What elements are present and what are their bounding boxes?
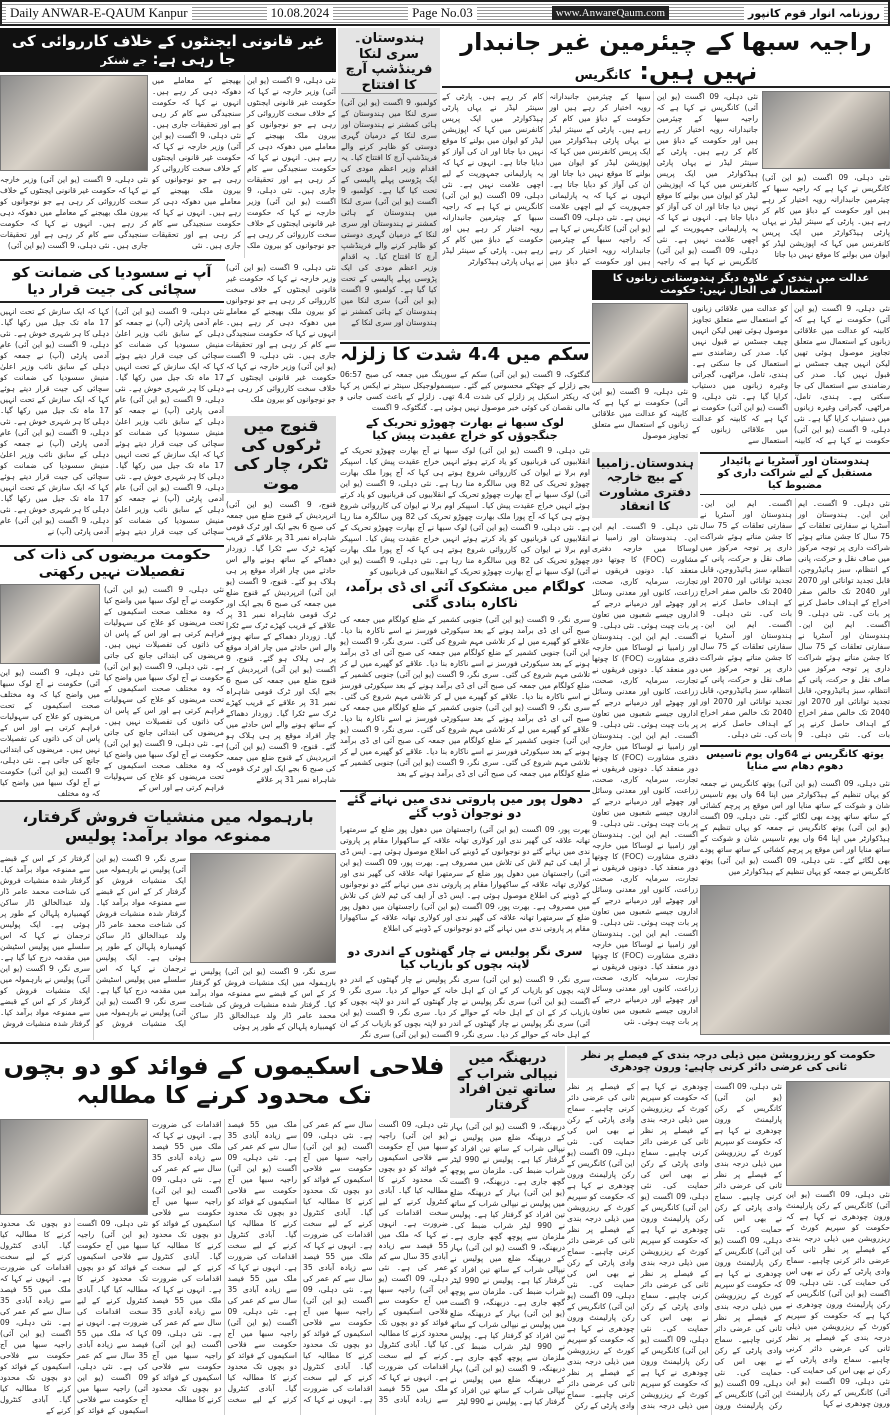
divider — [0, 259, 225, 261]
headline: غیر قانونی ایجنٹوں کے خلاف کارروائی کی جا رہی ہے: جے شنکر — [0, 28, 336, 72]
article-body: نئی دہلی، 9 اگست (یو این آئی) حکومت نے آج لوک سبھا میں واضح کیا کہ وہ مختلف صحت اسکیموں کے تحت مریضوں کو علاج کی سہولیات فراہم کرتی ہے اور اس کے پاس ان کی ذاتوں کی تفصیلات نہیں ہیں۔ مریضوں کی ابتدائی جانچ کی جاتی ہے۔ نئی دہلی، 9 اگست (یو این آئی) حکومت نے آج لوک سبھا میں واضح کیا کہ وہ مختلف — [0, 667, 100, 798]
article-body: سری نگر، 9 اگست (یو این آئی) پولیس نے بارہمولہ میں ایک منشیات فروش کو گرفتار کر کے اس کے قبضے سے ممنوعہ مواد برآمد کیا۔ گرفتار شدہ منشیات فروش کی شناخت محمد عامر ڈار ولد عبدالخالق ڈار ساکن کھمبیارہ پلہالن کے طور پر ہوئی ہے۔ ایک پولیس ترجمان نے کہا کہ اس سلسلے میں پولیس اسٹیشن میں مقدمہ درج کیا گیا ہے۔ سری نگر، 9 اگست (یو این آئی) پولیس نے بارہمولہ میں ایک منشیات فروش کو گرفتار کر کے اس کے قبضے سے ممنوعہ مواد برآمد کیا۔ گرفتار شدہ منشیات فروش کی شناخت محمد عامر ڈار ولد عبدالخالق ڈار ساکن کھمبیارہ پلہالن کے طور پر ہوئی ہے۔ ایک پولیس ترجمان نے کہا کہ اس سلسلے میں پولیس اسٹیشن میں مقدمہ درج کیا گیا ہے۔ سری نگر، 9 اگست (یو این آئی) پولیس نے بارہمولہ میں ایک منشیات فروش کو گرفتار کر کے اس کے قبضے سے ممنوعہ مواد برآمد کیا۔ گرفتار شدہ منشیات فروش — [0, 854, 186, 1029]
headline: بارہمولہ میں منشیات فروش گرفتار، ممنوعہ مواد برآمد: پولیس — [0, 802, 336, 850]
headline: حکومت مریضوں کی ذات کی تفصیلات نہیں رکھتی — [13, 547, 211, 580]
paper-logo: روزنامہ انوار قوم کانپور — [744, 7, 884, 20]
article-body: نئی دہلی، 9 اگست (یو این آئی) عام آدمی پارٹی (آپ) نے جمعہ کو دہلی کے سابق نائب وزیر اعلیٰ منیش سسودیا کی ضمانت کو سچائی کی جیت قرار دیتے ہوئے کہا کہ ایک سازش کے تحت انہیں 17 ماہ تک جیل میں رکھا گیا۔ دہلی کا ہر شہری خوش ہے۔ نئی دہلی، 9 اگست (یو این آئی) عام آدمی پارٹی (آپ) نے جمعہ کو دہلی کے سابق نائب وزیر اعلیٰ منیش سسودیا کی ضمانت کو سچائی کی جیت قرار دیتے ہوئے کہا کہ ایک سازش کے تحت انہیں 17 ماہ تک جیل میں رکھا گیا۔ دہلی کا ہر شہری خوش ہے۔ نئی دہلی، 9 اگست (یو این آئی) عام آدمی پارٹی (آپ) نے جمعہ کو دہلی کے سابق نائب وزیر اعلیٰ منیش سسودیا کی ضمانت کو سچائی کی جیت قرار دیتے ہوئے کہا کہ ایک سازش کے تحت انہیں 17 ماہ تک جیل میں رکھا گیا۔ دہلی کا ہر شہری خوش ہے۔ نئی دہلی، 9 اگست (یو این آئی) عام آدمی پارٹی (آپ) نے جمعہ کو دہلی کے سابق نائب وزیر اعلیٰ منیش سسودیا کی ضمانت کو سچائی کی جیت قرار دیتے ہوئے کہا کہ ایک سازش کے تحت انہیں 17 ماہ تک جیل میں رکھا گیا۔ دہلی کا ہر شہری خوش ہے۔ نئی دہلی، 9 اگست (یو این آئی) عام آدمی پارٹی (آپ) نے جمعہ کو دہلی کے سابق نائب وزیر اعلیٰ منیش سسودیا کی ضمانت کو سچائی کی جیت قرار دیتے ہوئے کہا کہ ایک سازش کے تحت انہیں 17 ماہ تک جیل میں رکھا گیا۔ دہلی کا ہر شہری خوش ہے۔ نئی دہلی، 9 اگست (یو این آئی) عام آدمی پارٹی (آپ) نے — [0, 306, 224, 536]
headline: دربھنگہ میں نیپالی شراب کے ساتھ تین افراد گرفتار — [450, 1046, 565, 1118]
article-body: سری نگر، 9 اگست (یو این آئی) جنوبی کشمیر کے ضلع کولگام میں جمعہ کی صبح آئی ای ڈی برآمد ہونے کے بعد سیکورٹی فورسز نے اسے ناکارہ بنا دیا۔ علاقے کو گھیرے میں لے کر تلاشی مہم شروع کی گئی۔ سری نگر، 9 اگست (یو این آئی) جنوبی کشمیر کے ضلع کولگام میں جمعہ کی صبح آئی ای ڈی برآمد ہونے کے بعد سیکورٹی فورسز نے اسے ناکارہ بنا دیا۔ علاقے کو گھیرے میں لے کر تلاشی مہم شروع کی گئی۔ سری نگر، 9 اگست (یو این آئی) جنوبی کشمیر کے ضلع کولگام میں جمعہ کی صبح آئی ای ڈی برآمد ہونے کے بعد سیکورٹی فورسز نے اسے ناکارہ بنا دیا۔ علاقے کو گھیرے میں لے کر تلاشی مہم شروع کی گئی۔ سری نگر، 9 اگست (یو این آئی) جنوبی کشمیر کے ضلع کولگام میں جمعہ کی صبح آئی ای ڈی برآمد ہونے کے بعد سیکورٹی فورسز نے اسے ناکارہ بنا دیا۔ علاقے کو گھیرے میں لے کر تلاشی مہم شروع کی گئی۔ سری نگر، 9 اگست (یو این آئی) جنوبی کشمیر کے ضلع کولگام میں جمعہ کی صبح آئی ای ڈی برآمد ہونے کے بعد سیکورٹی فورسز نے اسے ناکارہ بنا دیا۔ علاقے کو گھیرے میں لے کر تلاشی مہم شروع کی گئی۔ سری نگر، 9 اگست (یو این آئی) جنوبی کشمیر کے ضلع کولگام میں جمعہ کی صبح آئی ای ڈی برآمد ہونے کے بعد — [340, 615, 590, 779]
headline: یوتھ کانگریس نے 64واں یوم تاسیس دھوم دھام سے منایا — [700, 745, 890, 775]
article-youth-congress — [700, 745, 890, 1035]
article-body: قنوج، 9 اگست (یو این آئی) اترپردیش کے قنوج ضلع میں جمعہ کی صبح 6 بجے ایک اور ٹرک قومی شاہراہ نمبر 31 پر علاقے کے قریب کھڑے ٹرک سے ٹکرا گیا۔ زوردار دھماکے کے ساتھ ہونے والے اس حادثے میں چار افراد موقع پر ہی ہلاک ہو گئے۔ قنوج، 9 اگست (یو این آئی) اترپردیش کے قنوج ضلع میں جمعہ کی صبح 6 بجے ایک اور ٹرک قومی شاہراہ نمبر 31 پر علاقے کے قریب کھڑے ٹرک سے ٹکرا گیا۔ زوردار دھماکے کے ساتھ ہونے والے اس حادثے میں چار افراد موقع پر ہی ہلاک ہو گئے۔ قنوج، 9 اگست (یو این آئی) اترپردیش کے قنوج ضلع میں جمعہ کی صبح 6 بجے ایک اور ٹرک قومی شاہراہ نمبر 31 پر علاقے کے قریب کھڑے ٹرک سے ٹکرا گیا۔ زوردار دھماکے کے ساتھ ہونے والے اس حادثے میں چار افراد موقع پر ہی ہلاک ہو گئے۔ قنوج، 9 اگست (یو این آئی) اترپردیش کے قنوج ضلع میں جمعہ کی صبح 6 بجے ایک اور ٹرک قومی شاہراہ نمبر 31 پر علاقے — [226, 499, 336, 784]
issue-date: 10.08.2024 — [267, 5, 334, 21]
headline: ہندوستان۔سری لنکا فرینڈشپ آرچ کا افتتاح — [341, 31, 437, 94]
article-column-middle — [340, 342, 590, 787]
article-body: نئی دہلی، 9 اگست (یو این آئی) وزیر خارجہ نے کہا کہ حکومت غیر قانونی ایجنٹوں کے خلاف سخت کارروائی کر رہی ہے جو نوجوانوں کو بیرون ملک بھیجنے کے معاملے میں دھوکہ دہی کر رہے ہیں۔ انہوں نے کہا کہ حکومت سنجیدگی سے کام کر رہی ہے اور تحقیقات جاری ہیں۔ نئی دہلی، 9 اگست (یو این آئی) وزیر خارجہ نے کہا کہ حکومت غیر قانونی ایجنٹوں کے خلاف سخت کارروائی کر رہی ہے جو نوجوانوں کو بیرون ملک — [226, 263, 336, 404]
headline: راجیہ سبھا کے چیئرمین غیر جانبدار نہیں ہیں: کانگریس — [442, 28, 890, 88]
article-illegal-agents — [0, 28, 336, 258]
article-body: نئی دہلی، 9 اگست (یو این آئی) حکومت نے کہا ہے کہ کابینہ کو عدالت میں علاقائی زبانوں کے استعمال سے متعلق تجاویز موصول ہوئی تھیں لیکن انہیں چیف جسٹس نے قبول نہیں کیا۔ صدر کی رضامندی سے استعمال کی جا سکتی ہے۔ ہندی، تامل، مراٹھی، گجراتی وغیرہ زبانوں میں دستیاب کرایا گیا ہے۔ نئی دہلی، 9 اگست (یو این آئی) حکومت نے کہا ہے کہ کابینہ کو عدالت میں علاقائی زبانوں کے استعمال سے متعلق تجاویز موصول ہوئی تھیں لیکن انہیں چیف جسٹس نے قبول نہیں کیا۔ صدر کی رضامندی سے استعمال کی جا سکتی ہے۔ ہندی، تامل، مراٹھی، گجراتی وغیرہ زبانوں میں دستیاب کرایا گیا ہے۔ نئی دہلی، 9 اگست (یو این آئی) حکومت نے کہا ہے کہ کابینہ کو عدالت میں علاقائی زبانوں کے استعمال سے — [692, 304, 890, 445]
headline: ہندوستان اور آسٹریا نے پائیدار مستقبل کے لیے شراکت داری کو مضبوط کیا — [700, 452, 890, 495]
article-body: نئی دہلی، 9 اگست (یو این آئی) وزیر خارجہ نے کہا کہ حکومت غیر قانونی ایجنٹوں کے خلاف سخت کارروائی کر رہی ہے جو نوجوانوں کو بیرون ملک بھیجنے کے معاملے میں دھوکہ دہی کر رہے ہیں۔ انہوں نے کہا کہ حکومت سنجیدگی سے کام کر رہی ہے اور تحقیقات جاری ہیں۔ نئی دہلی، 9 اگست (یو این آئی) وزیر خارجہ نے کہا کہ حکومت غیر قانونی ایجنٹوں کے خلاف سخت کارروائی کر رہی ہے جو نوجوانوں کو بیرون ملک بھیجنے کے معاملے میں دھوکہ دہی کر رہے ہیں۔ انہوں نے کہا کہ حکومت سنجیدگی سے کام کر رہی ہے اور تحقیقات جاری ہیں۔ نئی دہلی، 9 اگست (یو این آئی) وزیر خارجہ نے کہا کہ حکومت غیر قانونی ایجنٹوں کے خلاف سخت کارروائی کر رہی ہے جو نوجوانوں کو بیرون ملک بھیجنے کے معاملے میں دھوکہ دہی کر رہے ہیں۔ انہوں نے کہا کہ حکومت سنجیدگی سے کام کر رہی ہے اور تحقیقات جاری ہیں۔ نئی — [152, 76, 336, 250]
masthead-bar — [0, 0, 890, 26]
article-rajya-sabha — [442, 28, 890, 268]
article-baramulla — [0, 800, 336, 1040]
article-body: کولمبو، 9 اگست (یو این آئی) سری لنکا میں ہندوستان کے ہائی کمشنر نے ہندوستان اور سری لنکا کے درمیان گہری دوستی کو ظاہر کرنے والے فرینڈشپ آرچ کا افتتاح کیا۔ یہ اقدام وزیر اعظم مودی کی ایک پڑوسی پہلے پالیسی کے تحت کیا گیا ہے۔ کولمبو، 9 اگست (یو این آئی) سری لنکا میں ہندوستان کے ہائی کمشنر نے ہندوستان اور سری لنکا کے درمیان گہری دوستی کو ظاہر کرنے والے فرینڈشپ آرچ کا افتتاح کیا۔ یہ اقدام وزیر اعظم مودی کی ایک پڑوسی پہلے پالیسی کے تحت کیا گیا ہے۔ کولمبو، 9 اگست (یو این آئی) سری لنکا میں ہندوستان کے ہائی کمشنر نے ہندوستان اور سری لنکا کے — [341, 98, 437, 328]
article-body: نئی دہلی، 09 اگست (یو این آئی) یوتھ کانگریس نے جمعہ کو یہاں تنظیم کے ہیڈکوارٹر میں اپنا 64 واں یوم تاسیس شان و شوکت کے ساتھ منایا اور اس موقع پر پرچم کشائی کے ساتھ ساتھ پودے بھی لگائے گئے۔ نئی دہلی، 09 اگست (یو این آئی) یوتھ کانگریس نے جمعہ کو یہاں تنظیم کے ہیڈکوارٹر میں اپنا 64 واں یوم تاسیس شان و شوکت کے ساتھ منایا اور اس موقع پر پرچم کشائی کے ساتھ ساتھ پودے بھی لگائے گئے۔ نئی دہلی، 09 اگست (یو این آئی) یوتھ کانگریس نے جمعہ کو یہاں تنظیم کے ہیڈکوارٹر میں — [700, 779, 890, 876]
article-body: دربھنگہ، 9 اگست (یو این آئی) بہار کے دربھنگہ ضلع میں پولیس نے نیپالی شراب کے ساتھ تین افراد کو گرفتار کیا ہے۔ پولیس نے 990 لیٹر شراب ضبط کی۔ ملزمان سے پوچھ گچھ جاری ہے۔ دربھنگہ، 9 اگست (یو این آئی) بہار کے دربھنگہ ضلع میں پولیس نے نیپالی شراب کے ساتھ تین افراد کو گرفتار کیا ہے۔ پولیس نے 990 لیٹر شراب ضبط کی۔ ملزمان سے پوچھ گچھ جاری ہے۔ دربھنگہ، 9 اگست (یو این آئی) بہار کے دربھنگہ ضلع میں پولیس نے نیپالی شراب کے ساتھ تین افراد کو گرفتار کیا ہے۔ پولیس نے 990 لیٹر شراب ضبط کی۔ ملزمان سے پوچھ گچھ جاری ہے۔ دربھنگہ، 9 اگست (یو این آئی) بہار کے دربھنگہ ضلع میں پولیس نے نیپالی شراب کے ساتھ تین افراد کو گرفتار کیا ہے۔ پولیس نے 990 لیٹر شراب ضبط کی۔ ملزمان سے پوچھ گچھ جاری ہے۔ دربھنگہ، 9 اگست (یو این آئی) بہار کے دربھنگہ ضلع میں پولیس نے نیپالی شراب کے ساتھ تین افراد کو گرفتار کیا ہے۔ پولیس نے 990 لیٹر — [450, 1122, 565, 1407]
headline: ہندوستان۔زامبیا کے بیچ خارجہ دفتری مشاورت کا انعقاد — [592, 452, 698, 518]
article-body: نئی دہلی، 09 اگست (یو این آئی) راجیہ سبھا میں آج حکومت سے فلاحی اسکیموں کے فوائد کو دو بچوں تک محدود کرنے کا مطالبہ کیا گیا۔ آبادی کنٹرول کرنے کے لیے سخت اقدامات کی ضرورت ہے۔ انہوں نے کہا کہ ملک میں 55 فیصد سے زیادہ آبادی 35 سال سے کم عمر کی ہے۔ نئی دہلی، 09 اگست (یو این آئی) راجیہ سبھا میں آج حکومت سے فلاحی اسکیموں کے فوائد کو دو بچوں تک محدود کرنے کا مطالبہ کیا گیا۔ آبادی کنٹرول کرنے کے لیے سخت اقدامات کی ضرورت ہے۔ انہوں نے کہا کہ ملک میں 55 فیصد سے زیادہ آبادی 35 سال سے کم عمر کی ہے۔ نئی دہلی، 09 اگست (یو این آئی) راجیہ سبھا میں آج حکومت سے فلاحی اسکیموں کے فوائد کو دو بچوں تک محدود کرنے کا مطالبہ کیا گیا۔ آبادی کنٹرول کرنے کے — [0, 1218, 148, 1415]
headline-quit-india: لوک سبھا نے بھارت چھوڑو تحریک کے جنگجوؤں کو خراج عقیدت پیش کیا — [366, 415, 564, 442]
headline: آپ نے سسودیا کی ضمانت کو سچائی کی جیت قرار دیا — [0, 263, 224, 303]
paper-name: Daily ANWAR-E-QAUM Kanpur — [6, 5, 192, 21]
headline: حکومت کو ریزرویشن میں ذیلی درجہ بندی کے فیصلے پر نظر ثانی کی عرضی دائر کرنی چاہیے: ورون چودھری — [567, 1046, 890, 1078]
page-number: Page No.03 — [408, 5, 477, 21]
article-body: نئی دہلی، 09 اگست (یو این آئی) کانگریس کے رکن پارلیمنٹ ورون چودھری نے کہا ہے کہ حکومت کو سپریم کورٹ کے ریزرویشن میں ذیلی درجہ بندی کے فیصلے پر نظر ثانی کی عرضی دائر کرنی چاہیے۔ سماج وادی پارٹی کے رکن نے بھی اس کی حمایت کی۔ نئی دہلی، 09 اگست (یو این آئی) کانگریس کے رکن پارلیمنٹ ورون چودھری نے کہا ہے کہ حکومت کو سپریم کورٹ کے ریزرویشن میں ذیلی درجہ بندی کے فیصلے پر نظر ثانی کی عرضی دائر کرنی چاہیے۔ سماج وادی پارٹی کے رکن نے بھی اس کی حمایت کی۔ نئی دہلی، 09 اگست (یو این آئی) کانگریس کے رکن پارلیمنٹ ورون چودھری نے کہا ہے کہ حکومت کو سپریم کورٹ کے ریزرویشن میں ذیلی درجہ بندی کے فیصلے پر نظر ثانی کی عرضی دائر کرنی چاہیے۔ سماج وادی پارٹی کے رکن نے بھی اس کی حمایت کی۔ نئی دہلی، 09 اگست (یو این آئی) کانگریس کے رکن پارلیمنٹ ورون چودھری نے کہا ہے کہ حکومت کو سپریم کورٹ کے ریزرویشن میں ذیلی درجہ بندی کے فیصلے پر نظر ثانی کی عرضی دائر کرنی چاہیے۔ سماج وادی پارٹی کے رکن نے بھی اس کی حمایت کی۔ نئی دہلی، 09 اگست (یو این آئی) کانگریس کے رکن پارلیمنٹ ورون چودھری نے کہا ہے کہ حکومت کو سپریم کورٹ کے ریزرویشن میں ذیلی درجہ بندی کے فیصلے پر نظر ثانی کی عرضی دائر کرنی چاہیے۔ سماج وادی پارٹی کے رکن نے بھی اس کی حمایت کی۔ نئی دہلی، 09 اگست (یو این آئی) کانگریس کے رکن پارلیمنٹ ورون چودھری نے کہا ہے کہ حکومت کو سپریم کورٹ کے ریزرویشن میں ذیلی درجہ بندی کے فیصلے پر نظر ثانی کی عرضی دائر کرنی چاہیے۔ سماج وادی پارٹی کے رکن نے بھی اس کی حمایت کی۔ نئی دہلی، 09 اگست (یو این آئی) کانگریس کے رکن پارلیمنٹ ورون چودھری نے کہا ہے کہ حکومت کو سپریم کورٹ کے ریزرویشن میں ذیلی درجہ بندی کے فیصلے پر نظر ثانی کی عرضی دائر کرنی چاہیے۔ سماج وادی پارٹی کے رکن — [567, 1082, 782, 1410]
headline: عدالت میں ہندی کے علاوہ دیگر ہندوستانی زبانوں کا استعمال فی الحال نہیں: حکومت — [592, 270, 890, 300]
article-body: سری نگر، 9 اگست (یو این آئی) سری نگر پولیس نے چار گھنٹوں کے اندر دو لاپتہ بچوں کو بازیاب کر کے ان کے اہل خانہ کے حوالے کر دیا۔ سری نگر، 9 اگست (یو این آئی) سری نگر پولیس نے چار گھنٹوں کے اندر دو لاپتہ بچوں کو بازیاب کر کے ان کے اہل خانہ کے حوالے کر دیا۔ سری نگر، 9 اگست (یو این آئی) سری نگر پولیس نے چار گھنٹوں کے اندر دو لاپتہ بچوں کو بازیاب کر کے ان کے اہل خانہ کے حوالے کر دیا۔ سری نگر، 9 اگست (یو این آئی) سری نگر — [340, 975, 590, 1040]
photo-police-arrest — [190, 853, 336, 963]
article-body: نئی دہلی، 9 اگست (یو این آئی) لوک سبھا نے آج بھارت چھوڑو تحریک کے انقلابیوں کی قربانیوں کو یاد کرتے ہوئے انہیں خراج عقیدت پیش کیا۔ اسپیکر اوم برلا نے ایوان کی کارروائی شروع ہوتے ہی کہا کہ آج پورا ملک بھارت چھوڑو تحریک کی 82 ویں سالگرہ منا رہا ہے۔ نئی دہلی، 9 اگست (یو این آئی) لوک سبھا نے آج بھارت چھوڑو تحریک کے انقلابیوں کی قربانیوں کو یاد کرتے ہوئے انہیں خراج عقیدت پیش کیا۔ اسپیکر اوم برلا نے ایوان کی کارروائی شروع ہوتے ہی کہا کہ آج پورا ملک بھارت چھوڑو تحریک کی 82 ویں سالگرہ منا رہا ہے۔ نئی دہلی، 9 اگست (یو این آئی) لوک سبھا نے آج بھارت چھوڑو تحریک کے انقلابیوں کی قربانیوں کو یاد کرتے ہوئے انہیں خراج عقیدت پیش کیا۔ اسپیکر اوم برلا نے ایوان کی کارروائی شروع ہوتے ہی کہا کہ آج پورا ملک بھارت چھوڑو تحریک کی 82 ویں سالگرہ منا رہا ہے۔ نئی دہلی، 9 اگست (یو این آئی) لوک سبھا نے آج بھارت چھوڑو تحریک کے انقلابیوں کی قربانیوں کو — [340, 445, 590, 576]
headline: قنوج میں ٹرکوں کی ٹکر، چار کی موت — [226, 416, 336, 493]
article-reservation — [567, 1046, 890, 1415]
article-sisodia — [0, 263, 224, 542]
article-body: نئی دہلی، 9 اگست (یو این آئی) وزیر خارجہ نے کہا کہ حکومت غیر قانونی ایجنٹوں کے خلاف سخت کارروائی کر رہی ہے جو نوجوانوں کو بیرون ملک بھیجنے کے معاملے میں دھوکہ دہی کر رہے ہیں۔ انہوں نے کہا کہ حکومت سنجیدگی سے کام کر رہی ہے اور تحقیقات جاری ہیں۔ نئی دہلی، 9 اگست (یو این آئی) — [0, 175, 148, 250]
article-court-languages — [592, 270, 890, 450]
article-column-middle-lower — [340, 790, 590, 1040]
article-darbhanga — [450, 1046, 565, 1415]
article-body: نئی دہلی، 09 اگست (یو این آئی) کانگریس کے رکن پارلیمنٹ ورون چودھری نے کہا ہے کہ حکومت کو سپریم کورٹ کے ریزرویشن میں ذیلی درجہ بندی کے فیصلے پر نظر ثانی کی عرضی دائر کرنی چاہیے۔ سماج وادی پارٹی کے رکن نے بھی اس کی حمایت کی۔ نئی دہلی، 09 اگست (یو این آئی) کانگریس کے رکن پارلیمنٹ ورون چودھری نے کہا ہے کہ حکومت کو سپریم کورٹ کے ریزرویشن میں ذیلی درجہ بندی کے فیصلے پر نظر ثانی کی عرضی دائر کرنی چاہیے۔ سماج وادی پارٹی کے رکن نے بھی اس کی حمایت کی۔ نئی دہلی، 09 اگست (یو این آئی) کانگریس کے رکن پارلیمنٹ ورون چودھری نے کہا — [786, 1190, 890, 1408]
article-zambia — [592, 452, 698, 1032]
article-body: نئی دہلی، 09 اگست (یو این آئی) کانگریس نے کہا ہے کہ راجیہ سبھا کے چیئرمین جانبدارانہ رویہ اختیار کر رہے ہیں اور حکومت کے دباؤ میں کام کر رہے ہیں۔ پارٹی کے سینئر لیڈر نے یہاں پارٹی ہیڈکوارٹر میں ایک پریس کانفرنس میں کہا کہ اپوزیشن لیڈر کو ایوان میں بولنے کا موقع نہیں دیا جاتا اور ان کی آواز کو دبایا جاتا ہے۔ انہوں نے کہا کہ یہ پارلیمانی جمہوریت کے لیے اچھی علامت نہیں ہے۔ نئی دہلی، 09 اگست (یو این آئی) کانگریس نے کہا ہے کہ راجیہ سبھا کے چیئرمین جانبدارانہ رویہ اختیار کر رہے ہیں اور حکومت کے دباؤ میں کام کر رہے ہیں۔ پارٹی کے سینئر لیڈر نے یہاں پارٹی ہیڈکوارٹر میں ایک پریس کانفرنس میں کہا کہ اپوزیشن لیڈر کو ایوان میں بولنے کا موقع نہیں دیا جاتا اور ان کی آواز کو دبایا جاتا ہے۔ انہوں نے کہا کہ یہ پارلیمانی جمہوریت کے لیے اچھی علامت نہیں ہے۔ نئی دہلی، 09 اگست (یو این آئی) کانگریس نے کہا ہے کہ راجیہ سبھا کے چیئرمین جانبدارانہ رویہ اختیار کر رہے ہیں اور حکومت کے دباؤ میں کام کر رہے ہیں۔ پارٹی کے سینئر لیڈر نے یہاں پارٹی ہیڈکوارٹر میں ایک پریس کانفرنس میں کہا کہ اپوزیشن لیڈر کو ایوان میں بولنے کا موقع نہیں دیا جاتا اور ان کی آواز کو دبایا جاتا ہے۔ انہوں نے کہا کہ یہ پارلیمانی جمہوریت کے لیے اچھی علامت نہیں ہے۔ نئی دہلی، 09 اگست (یو این آئی) کانگریس نے کہا ہے کہ راجیہ سبھا کے چیئرمین جانبدارانہ رویہ اختیار کر رہے ہیں اور حکومت کے دباؤ میں کام کر رہے ہیں۔ پارٹی کے سینئر لیڈر نے یہاں پارٹی ہیڈکوارٹر — [442, 91, 758, 266]
divider — [0, 1042, 890, 1044]
article-body: نئی دہلی، 09 اگست (یو این آئی) راجیہ سبھا میں آج حکومت سے فلاحی اسکیموں کے فوائد کو دو بچوں تک محدود کرنے کا مطالبہ کیا گیا۔ آبادی کنٹرول کرنے کے لیے سخت اقدامات کی ضرورت ہے۔ انہوں نے کہا کہ ملک میں 55 فیصد سے زیادہ آبادی 35 سال سے کم عمر کی ہے۔ نئی دہلی، 09 اگست (یو این آئی) راجیہ سبھا میں آج حکومت سے فلاحی اسکیموں کے فوائد کو دو بچوں تک محدود کرنے کا مطالبہ کیا گیا۔ آبادی کنٹرول کرنے کے لیے سخت اقدامات کی ضرورت ہے۔ انہوں نے کہا کہ ملک میں 55 فیصد سے زیادہ آبادی 35 سال سے کم عمر کی ہے۔ نئی دہلی، 09 اگست (یو این آئی) راجیہ سبھا میں آج حکومت سے فلاحی اسکیموں کے فوائد کو دو بچوں تک محدود کرنے کا مطالبہ کیا گیا۔ آبادی کنٹرول کرنے کے لیے سخت اقدامات کی ضرورت ہے۔ انہوں نے کہا کہ ملک میں 55 فیصد سے زیادہ آبادی 35 سال سے کم عمر کی ہے۔ نئی دہلی، 09 اگست (یو این آئی) راجیہ سبھا میں آج حکومت سے فلاحی اسکیموں کے فوائد کو دو بچوں تک محدود کرنے کا مطالبہ کیا گیا۔ آبادی کنٹرول کرنے کے لیے سخت اقدامات کی ضرورت ہے۔ انہوں نے کہا کہ ملک میں 55 فیصد سے زیادہ آبادی 35 سال سے کم عمر کی ہے۔ نئی دہلی، 09 اگست (یو این آئی) راجیہ سبھا میں آج حکومت سے فلاحی اسکیموں کے فوائد کو دو بچوں تک محدود کرنے کا مطالبہ کیا گیا۔ آبادی کنٹرول کرنے کے لیے سخت اقدامات کی ضرورت ہے۔ انہوں نے کہا کہ ملک میں 55 فیصد سے زیادہ آبادی 35 سال سے کم عمر کی ہے۔ نئی دہلی، 09 اگست (یو این آئی) راجیہ سبھا میں آج حکومت سے فلاحی اسکیموں کے فوائد کو دو بچوں تک محدود کرنے کا مطالبہ کیا گیا۔ آبادی کنٹرول کرنے کے لیے سخت اقدامات کی ضرورت ہے۔ انہوں نے کہا کہ ملک میں 55 فیصد سے زیادہ آبادی 35 سال سے کم عمر کی ہے۔ نئی دہلی، 09 اگست (یو این آئی) راجیہ سبھا میں آج حکومت سے فلاحی اسکیموں کے فوائد کو دو بچوں تک محدود کرنے کا مطالبہ کیا گیا۔ آبادی کنٹرول کرنے کے لیے سخت اقدامات کی ضرورت ہے۔ انہوں نے کہا کہ ملک میں 55 فیصد سے زیادہ آبادی 35 سال سے کم عمر کی ہے۔ نئی دہلی، 09 اگست (یو این آئی) راجیہ سبھا میں آج حکومت سے فلاحی اسکیموں کے فوائد کو دو بچوں تک محدود کرنے کا مطالبہ — [152, 1119, 448, 1404]
article-body: نئی دہلی، 9 اگست (یو این آئی) حکومت نے کہا ہے کہ کابینہ کو عدالت میں علاقائی زبانوں کے استعمال سے متعلق تجاویز موصول — [592, 387, 688, 440]
photo-varun-chaudhary — [786, 1081, 890, 1186]
photo-jaishankar — [0, 75, 148, 171]
article-body: نئی دہلی۔ 9 اگست۔ ایم این این۔ ہندوستان اور آسٹریا نے سفارتی تعلقات کے 75 سال کا جشن مناتے ہوئے شراکت داری پر توجہ مرکوز میں صاف نقل و حرکت، پانی کے انتظام، سبز ہائیڈروجن، قابل تجدید توانائی اور 2070 اور 2040 تک خالص صفر اخراج کے اہداف حاصل کرنے پر بات کی۔ نئی دہلی۔ 9 اگست۔ ایم این این۔ ہندوستان اور آسٹریا نے سفارتی تعلقات کے 75 سال کا جشن مناتے ہوئے شراکت داری پر توجہ مرکوز میں صاف نقل و حرکت، پانی کے انتظام، سبز ہائیڈروجن، قابل تجدید توانائی اور 2070 اور 2040 تک خالص صفر اخراج کے اہداف حاصل کرنے پر بات کی۔ نئی دہلی۔ 9 اگست۔ ایم این این۔ ہندوستان اور آسٹریا نے سفارتی تعلقات کے 75 سال کا جشن مناتے ہوئے شراکت داری پر توجہ مرکوز میں صاف نقل و حرکت، پانی کے انتظام، سبز ہائیڈروجن، قابل تجدید توانائی اور 2070 اور 2040 تک خالص صفر اخراج کے اہداف حاصل کرنے پر بات کی۔ نئی دہلی۔ 9 اگست۔ ایم این این۔ ہندوستان اور آسٹریا نے سفارتی تعلقات کے 75 سال کا جشن مناتے ہوئے شراکت داری پر توجہ مرکوز میں صاف نقل و حرکت، پانی کے انتظام، سبز ہائیڈروجن، قابل تجدید توانائی اور 2070 اور 2040 تک خالص صفر اخراج کے اہداف حاصل کرنے پر بات کی۔ نئی دہلی۔ — [700, 499, 890, 739]
article-patients — [0, 545, 224, 798]
article-body: نئی دہلی، 9 اگست (یو این آئی) حکومت نے آج لوک سبھا میں واضح کیا کہ وہ مختلف صحت اسکیموں کے تحت مریضوں کو علاج کی سہولیات فراہم کرتی ہے اور اس کے پاس ان کی ذاتوں کی تفصیلات نہیں ہیں۔ مریضوں کی ابتدائی جانچ کی جاتی ہے۔ نئی دہلی، 9 اگست (یو این آئی) حکومت نے آج لوک سبھا میں واضح کیا کہ وہ مختلف صحت اسکیموں کے تحت مریضوں کو علاج کی سہولیات فراہم کرتی ہے اور اس کے پاس ان کی ذاتوں کی تفصیلات نہیں ہیں۔ مریضوں کی ابتدائی جانچ کی جاتی ہے۔ نئی دہلی، 9 اگست (یو این آئی) حکومت نے آج لوک سبھا میں واضح کیا کہ وہ مختلف صحت اسکیموں کے تحت مریضوں کو علاج کی سہولیات فراہم کرتی ہے اور اس کے — [104, 584, 224, 792]
article-body: گنگٹوک، 9 اگست (یو این آئی) سکم کے سورینگ میں جمعہ کی صبح 06:57 بجے زلزلے کے جھٹکے محسوس کیے گئے۔ سیسمولوجیکل سینٹر نے ایکس پر کہا کہ ریکٹر اسکیل پر زلزلے کی شدت 4.4 تھی۔ زلزلے کے باعث کسی جانی و مالی نقصان کی کوئی خبر موصول نہیں ہوئی ہے۔ گنگٹوک، 9 اگست — [340, 369, 590, 412]
article-welfare-schemes — [0, 1046, 448, 1415]
headline-kulgam: کولگام میں مشکوک آئی ای ڈی برآمد، ناکارہ بنادی گئی — [345, 579, 585, 611]
headline: فلاحی اسکیموں کے فوائد کو دو بچوں تک محدود کرنے کا مطالبہ — [3, 1052, 445, 1109]
article-body: نئی دہلی، 09 اگست (یو این آئی) کانگریس نے کہا ہے کہ راجیہ سبھا کے چیئرمین جانبدارانہ رویہ اختیار کر رہے ہیں اور حکومت کے دباؤ میں کام کر رہے ہیں۔ پارٹی کے سینئر لیڈر نے یہاں پارٹی ہیڈکوارٹر میں ایک پریس کانفرنس میں کہا کہ اپوزیشن لیڈر کو ایوان میں بولنے کا موقع نہیں دیا جاتا — [762, 172, 890, 259]
article-body: سری نگر، 9 اگست (یو این آئی) پولیس نے بارہمولہ میں ایک منشیات فروش کو گرفتار کر کے اس کے قبضے سے ممنوعہ مواد برآمد کیا۔ گرفتار شدہ منشیات فروش کی شناخت محمد عامر ڈار ولد عبدالخالق ڈار ساکن کھمبیارہ پلہالن کے طور پر ہوئی — [190, 967, 336, 1032]
article-body: بھرت پور، 09 اگست (یو این آئی) راجستھان میں دھول پور ضلع کے سرمتھرا تھانہ علاقہ کی گھیر ندی اور کولاری تھانہ علاقہ کے ساکھوارا مقام پر پاروتی ندی میں نہانے گئے دو نوجوانوں کے ڈوبنے کی اطلاع موصول ہوئی ہے۔ ایس ڈی آر ایف کی ٹیم لاش کی تلاش میں مصروف ہے۔ بھرت پور، 09 اگست (یو این آئی) راجستھان میں دھول پور ضلع کے سرمتھرا تھانہ علاقہ کی گھیر ندی اور کولاری تھانہ علاقہ کے ساکھوارا مقام پر پاروتی ندی میں نہانے گئے دو نوجوانوں کے ڈوبنے کی اطلاع موصول ہوئی ہے۔ ایس ڈی آر ایف کی ٹیم لاش کی تلاش میں مصروف ہے۔ بھرت پور، 09 اگست (یو این آئی) راجستھان میں دھول پور ضلع کے سرمتھرا تھانہ علاقہ کی گھیر ندی اور کولاری تھانہ علاقہ کے ساکھوارا مقام پر پاروتی ندی میں نہانے گئے دو نوجوانوں کے ڈوبنے کی اطلاع — [340, 824, 590, 933]
photo-minister — [0, 584, 100, 664]
website-link[interactable]: www.AnwareQaum.com — [552, 6, 669, 20]
article-srilanka — [338, 28, 440, 340]
article-austria — [700, 452, 890, 742]
article-body: نئی دہلی۔ 9 اگست۔ ایم این این۔ ہندوستان اور زامبیا نے لوساکا میں خارجہ دفتری مشاورت (FOC) کا چوتھا دور منعقد کیا۔ دونوں فریقوں نے تجارت، سرمایہ کاری، صحت، زراعت، کانوں اور معدنی وسائل اور چھوٹے اور درمیانے درجے کے اداروں جیسے شعبوں میں تعاون پر بات چیت ہوئی۔ نئی دہلی۔ 9 اگست۔ ایم این این۔ ہندوستان اور زامبیا نے لوساکا میں خارجہ دفتری مشاورت (FOC) کا چوتھا دور منعقد کیا۔ دونوں فریقوں نے تجارت، سرمایہ کاری، صحت، زراعت، کانوں اور معدنی وسائل اور چھوٹے اور درمیانے درجے کے اداروں جیسے شعبوں میں تعاون پر بات چیت ہوئی۔ نئی دہلی۔ 9 اگست۔ ایم این این۔ ہندوستان اور زامبیا نے لوساکا میں خارجہ دفتری مشاورت (FOC) کا چوتھا دور منعقد کیا۔ دونوں فریقوں نے تجارت، سرمایہ کاری، صحت، زراعت، کانوں اور معدنی وسائل اور چھوٹے اور درمیانے درجے کے اداروں جیسے شعبوں میں تعاون پر بات چیت ہوئی۔ نئی دہلی۔ 9 اگست۔ ایم این این۔ ہندوستان اور زامبیا نے لوساکا میں خارجہ دفتری مشاورت (FOC) کا چوتھا دور منعقد کیا۔ دونوں فریقوں نے تجارت، سرمایہ کاری، صحت، زراعت، کانوں اور معدنی وسائل اور چھوٹے اور درمیانے درجے کے اداروں جیسے شعبوں میں تعاون پر بات چیت ہوئی۔ نئی دہلی۔ 9 اگست۔ ایم این این۔ ہندوستان اور زامبیا نے لوساکا میں خارجہ دفتری مشاورت (FOC) کا چوتھا دور منعقد کیا۔ دونوں فریقوں نے تجارت، سرمایہ کاری، صحت، زراعت، کانوں اور معدنی وسائل اور چھوٹے اور درمیانے درجے کے اداروں جیسے شعبوں میں تعاون پر بات چیت ہوئی۔ نئی — [592, 521, 698, 1026]
photo-minister — [592, 303, 688, 383]
headline-srinagar: سری نگر پولیس نے چار گھنٹوں کے اندری دو لاپتہ بچوں کو بازیاب کیا — [347, 944, 583, 971]
headline-dholpur: دھول پور میں پاروتی ندی میں نہانے گئے دو نوجوان ڈوب گئے — [347, 792, 583, 821]
article-kannauj — [226, 262, 336, 790]
photo-parliament — [0, 1119, 148, 1215]
headline-sikkim: سکم میں 4.4 شدت کا زلزلہ — [340, 344, 590, 365]
photo-politician — [762, 91, 890, 169]
photo-tree-planting — [700, 885, 890, 1035]
